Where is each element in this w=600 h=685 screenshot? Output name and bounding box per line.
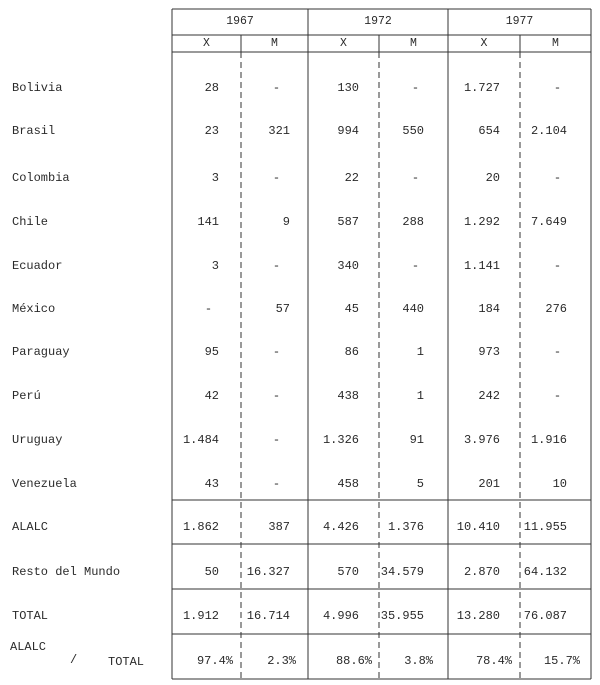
table-cell: 9 xyxy=(282,215,290,229)
table-cell: 321 xyxy=(268,124,290,138)
ratio-cell: 97.4% xyxy=(196,654,233,668)
table-cell: 550 xyxy=(402,124,424,138)
table-cell: 973 xyxy=(478,345,500,359)
table-cell: 86 xyxy=(344,345,359,359)
ratio-cell: 3.8% xyxy=(404,654,433,668)
table-cell: 11.955 xyxy=(523,520,567,534)
ratio-numerator: ALALC xyxy=(10,640,47,654)
table-cell: 91 xyxy=(409,433,424,447)
table-cell: - xyxy=(272,259,281,273)
table-cell: 1.727 xyxy=(463,81,500,95)
table-cell: - xyxy=(553,171,562,185)
table-cell: 64.132 xyxy=(523,565,567,579)
table-cell: 1.916 xyxy=(530,433,567,447)
table-cell: 16.327 xyxy=(246,565,290,579)
table-cell: - xyxy=(411,171,420,185)
ratio-cell: 15.7% xyxy=(543,654,580,668)
sub-header-exports: X xyxy=(340,37,347,50)
table-cell: 1.484 xyxy=(182,433,219,447)
table-cell: 4.996 xyxy=(322,609,359,623)
table-cell: 276 xyxy=(545,302,567,316)
row-label: Brasil xyxy=(12,124,56,138)
table-cell: - xyxy=(204,302,213,316)
table-cell: 1.326 xyxy=(322,433,359,447)
row-label: Uruguay xyxy=(12,433,63,447)
table-cell: 458 xyxy=(337,477,359,491)
table-cell: 57 xyxy=(275,302,290,316)
table-cell: - xyxy=(272,433,281,447)
table-cell: 1.292 xyxy=(463,215,500,229)
table-cell: 4.426 xyxy=(322,520,359,534)
sub-header-imports: M xyxy=(552,37,559,50)
table-cell: 387 xyxy=(268,520,290,534)
table-cell: - xyxy=(272,389,281,403)
table-cell: - xyxy=(411,81,420,95)
table-cell: 184 xyxy=(478,302,500,316)
sub-header-imports: M xyxy=(410,37,417,50)
table-cell: 587 xyxy=(337,215,359,229)
sub-header-exports: X xyxy=(203,37,210,50)
table-cell: 1.141 xyxy=(463,259,500,273)
table-cell: 288 xyxy=(402,215,424,229)
row-label: Resto del Mundo xyxy=(12,565,121,579)
ratio-denominator: TOTAL xyxy=(108,655,145,669)
table-cell: 340 xyxy=(337,259,359,273)
table-cell: 10 xyxy=(552,477,567,491)
year-header-1977: 1977 xyxy=(505,15,534,28)
table-cell: 654 xyxy=(478,124,500,138)
table-cell: 7.649 xyxy=(530,215,567,229)
table-cell: 34.579 xyxy=(380,565,424,579)
table-cell: 2.104 xyxy=(530,124,567,138)
table-cell: - xyxy=(553,259,562,273)
table-cell: 23 xyxy=(204,124,219,138)
table-cell: 45 xyxy=(344,302,359,316)
table-cell: 13.280 xyxy=(456,609,500,623)
ratio-cell: 88.6% xyxy=(335,654,372,668)
row-label: Bolivia xyxy=(12,81,63,95)
table-cell: 994 xyxy=(337,124,359,138)
table-cell: 35.955 xyxy=(380,609,424,623)
row-label: TOTAL xyxy=(12,609,49,623)
table-cell: 50 xyxy=(204,565,219,579)
ratio-cell: 2.3% xyxy=(267,654,296,668)
table-cell: 1.376 xyxy=(387,520,424,534)
table-cell: 440 xyxy=(402,302,424,316)
table-cell: 20 xyxy=(485,171,500,185)
ratio-slash: / xyxy=(70,653,78,667)
table-cell: - xyxy=(272,81,281,95)
table-cell: 570 xyxy=(337,565,359,579)
table-cell: 141 xyxy=(197,215,219,229)
table-cell: 438 xyxy=(337,389,359,403)
row-label: Paraguay xyxy=(12,345,70,359)
table-cell: 3 xyxy=(211,171,219,185)
row-label: Chile xyxy=(12,215,49,229)
table-cell: 76.087 xyxy=(523,609,567,623)
table-cell: - xyxy=(272,477,281,491)
row-label: Ecuador xyxy=(12,259,63,273)
table-cell: 43 xyxy=(204,477,219,491)
table-cell: 3.976 xyxy=(463,433,500,447)
table-cell: 1.862 xyxy=(182,520,219,534)
table-cell: 1.912 xyxy=(182,609,219,623)
table-cell: 130 xyxy=(337,81,359,95)
table-cell: - xyxy=(553,389,562,403)
table-cell: 242 xyxy=(478,389,500,403)
row-label: México xyxy=(12,302,56,316)
row-label: Perú xyxy=(12,389,41,403)
table-cell: - xyxy=(553,81,562,95)
table-cell: 5 xyxy=(416,477,424,491)
row-label: ALALC xyxy=(12,520,49,534)
table-cell: 201 xyxy=(478,477,500,491)
table-cell: - xyxy=(272,171,281,185)
row-label: Venezuela xyxy=(12,477,77,491)
row-label: Colombia xyxy=(12,171,70,185)
ratio-cell: 78.4% xyxy=(475,654,512,668)
table-cell: 3 xyxy=(211,259,219,273)
table-cell: 1 xyxy=(416,389,424,403)
table-cell: 2.870 xyxy=(463,565,500,579)
table-cell: 28 xyxy=(204,81,219,95)
table-cell: 95 xyxy=(204,345,219,359)
table-cell: 42 xyxy=(204,389,219,403)
sub-header-imports: M xyxy=(271,37,278,50)
table-cell: 1 xyxy=(416,345,424,359)
table-cell: 16.714 xyxy=(246,609,290,623)
table-cell: 10.410 xyxy=(456,520,500,534)
table-cell: 22 xyxy=(344,171,359,185)
table-cell: - xyxy=(553,345,562,359)
year-header-1972: 1972 xyxy=(364,15,392,28)
sub-header-exports: X xyxy=(480,37,488,50)
year-header-1967: 1967 xyxy=(226,15,254,28)
table-cell: - xyxy=(411,259,420,273)
table-cell: - xyxy=(272,345,281,359)
